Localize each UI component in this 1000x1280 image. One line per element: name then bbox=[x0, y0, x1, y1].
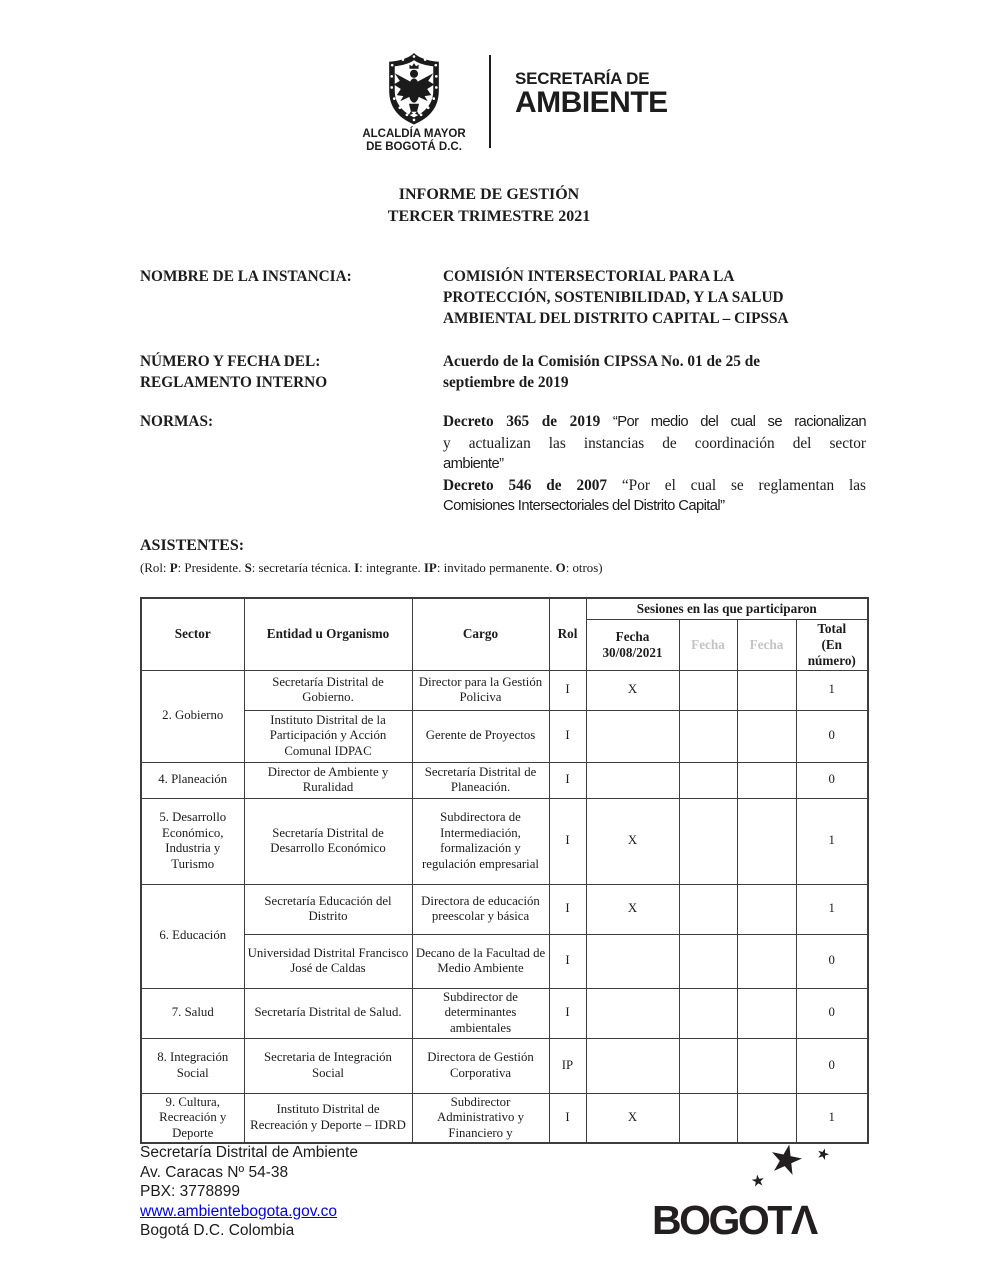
col-header-total bbox=[796, 619, 868, 670]
decreto-title: Decreto 546 de 2007 bbox=[443, 477, 608, 494]
cell-rol: I bbox=[549, 670, 586, 710]
table-row bbox=[141, 884, 868, 934]
cell-total: 0 bbox=[796, 988, 868, 1038]
cell-total: 1 bbox=[796, 884, 868, 934]
field-value-reglamento bbox=[443, 351, 866, 393]
cell-entidad: Universidad Distrital Francisco José de Caldas bbox=[244, 934, 412, 988]
cell-total: 0 bbox=[796, 934, 868, 988]
text-line: ambiente” bbox=[443, 456, 504, 472]
page-title-line2: TERCER TRIMESTRE 2021 bbox=[387, 208, 591, 225]
cell-entidad: Secretaria de Integración Social bbox=[244, 1038, 412, 1093]
text-line bbox=[443, 475, 866, 496]
cell-cargo: Subdirectora de Intermediación, formalización y regulación empresarial bbox=[412, 798, 549, 884]
legend-text: : invitado permanente. bbox=[436, 561, 556, 575]
table-row bbox=[141, 988, 868, 1038]
cell-fecha2 bbox=[679, 1038, 737, 1093]
field-normas bbox=[140, 411, 866, 517]
field-reglamento bbox=[140, 351, 866, 393]
legend-rol-key: P bbox=[169, 561, 178, 575]
table-row bbox=[141, 670, 868, 710]
cell-sector: 4. Planeación bbox=[141, 762, 244, 798]
field-value-normas bbox=[443, 411, 866, 517]
footer-link[interactable]: www.ambientebogota.gov.co bbox=[140, 1202, 338, 1220]
col-header-entidad: Entidad u Organismo bbox=[244, 598, 412, 670]
text-line: NÚMERO Y FECHA DEL: bbox=[140, 353, 321, 370]
text-line: Fecha bbox=[615, 628, 650, 644]
table-row bbox=[141, 1038, 868, 1093]
field-label-normas: NORMAS: bbox=[140, 413, 214, 430]
col-header-fecha1 bbox=[586, 619, 679, 670]
cell-cargo: Subdirector Administrativo y Financiero y bbox=[412, 1093, 549, 1143]
alcaldia-caption bbox=[352, 128, 476, 153]
cell-fecha2 bbox=[679, 934, 737, 988]
asistentes-heading: ASISTENTES: bbox=[140, 537, 245, 554]
cell-entidad: Secretaría Distrital de Desarrollo Económico bbox=[244, 798, 412, 884]
bogota-wordmark-a: Λ bbox=[790, 1197, 816, 1243]
bogota-wordmark bbox=[652, 1197, 816, 1244]
cell-fecha3 bbox=[737, 934, 796, 988]
decreto-quote: “Por medio del cual se racionalizan bbox=[612, 414, 866, 430]
text-line: septiembre de 2019 bbox=[443, 374, 569, 391]
cell-rol: I bbox=[549, 1093, 586, 1143]
cell-fecha1: X bbox=[586, 1093, 679, 1143]
text-line: número) bbox=[807, 652, 856, 668]
cell-fecha2 bbox=[679, 798, 737, 884]
cell-entidad: Secretaría Distrital de Gobierno. bbox=[244, 670, 412, 710]
asistentes-table bbox=[140, 597, 869, 1144]
cell-fecha1: X bbox=[586, 884, 679, 934]
cell-fecha2 bbox=[679, 670, 737, 710]
cell-entidad: Secretaría Educación del Distrito bbox=[244, 884, 412, 934]
text-line: REGLAMENTO INTERNO bbox=[140, 374, 328, 391]
bogota-logo bbox=[652, 1133, 862, 1246]
alcaldia-shield-icon bbox=[386, 52, 442, 126]
cell-entidad: Director de Ambiente y Ruralidad bbox=[244, 762, 412, 798]
cell-rol: I bbox=[549, 762, 586, 798]
cell-fecha3 bbox=[737, 670, 796, 710]
table-row bbox=[141, 1093, 868, 1143]
field-value-instancia bbox=[443, 266, 866, 329]
alcaldia-caption-line2: DE BOGOTÁ D.C. bbox=[366, 140, 462, 153]
table-row bbox=[141, 798, 868, 884]
cell-sector: 8. Integración Social bbox=[141, 1038, 244, 1093]
text-line: (En bbox=[821, 636, 843, 652]
text-line bbox=[443, 411, 866, 433]
cell-sector: 9. Cultura, Recreación y Deporte bbox=[141, 1093, 244, 1143]
cell-cargo: Secretaría Distrital de Planeación. bbox=[412, 762, 549, 798]
page-title bbox=[0, 184, 978, 228]
field-instancia bbox=[140, 266, 866, 329]
cell-total: 0 bbox=[796, 710, 868, 762]
cell-fecha1 bbox=[586, 934, 679, 988]
cell-fecha3 bbox=[737, 762, 796, 798]
cell-entidad: Instituto Distrital de Recreación y Deporte – IDRD bbox=[244, 1093, 412, 1143]
cell-fecha2 bbox=[679, 762, 737, 798]
cell-fecha1 bbox=[586, 988, 679, 1038]
cell-sector: 7. Salud bbox=[141, 988, 244, 1038]
cell-cargo: Director para la Gestión Policiva bbox=[412, 670, 549, 710]
cell-fecha1: X bbox=[586, 670, 679, 710]
col-header-fecha3: Fecha bbox=[737, 619, 796, 670]
cell-fecha3 bbox=[737, 710, 796, 762]
cell-rol: I bbox=[549, 934, 586, 988]
cell-sector: 5. Desarrollo Económico, Industria y Turismo bbox=[141, 798, 244, 884]
col-header-cargo: Cargo bbox=[412, 598, 549, 670]
text-line: Total bbox=[817, 620, 847, 636]
cell-cargo: Subdirector de determinantes ambientales bbox=[412, 988, 549, 1038]
legend-rol-key: IP bbox=[423, 561, 437, 575]
legend-text: : Presidente. bbox=[177, 561, 245, 575]
decreto-title: Decreto 365 de 2019 bbox=[443, 413, 601, 430]
cell-fecha2 bbox=[679, 1093, 737, 1143]
cell-fecha1 bbox=[586, 1038, 679, 1093]
footer-entity-name: Secretaría Distrital de Ambiente bbox=[140, 1144, 358, 1161]
legend-text: : integrante. bbox=[359, 561, 424, 575]
cell-total: 0 bbox=[796, 1038, 868, 1093]
cell-fecha1 bbox=[586, 710, 679, 762]
secretaria-name-line2: AMBIENTE bbox=[515, 86, 668, 119]
cell-fecha1: X bbox=[586, 798, 679, 884]
cell-fecha1 bbox=[586, 762, 679, 798]
cell-cargo: Directora de Gestión Corporativa bbox=[412, 1038, 549, 1093]
asistentes-legend bbox=[140, 561, 603, 576]
cell-cargo: Decano de la Facultad de Medio Ambiente bbox=[412, 934, 549, 988]
star-icon: ★ bbox=[814, 1145, 832, 1165]
text-line: Acuerdo de la Comisión CIPSSA No. 01 de 25 de bbox=[443, 353, 761, 370]
legend-rol-key: O bbox=[555, 561, 566, 575]
alcaldia-caption-line1: ALCALDÍA MAYOR bbox=[362, 128, 466, 140]
secretaria-name-line1: SECRETARÍA DE bbox=[515, 69, 650, 88]
cell-fecha2 bbox=[679, 988, 737, 1038]
legend-text: (Rol: bbox=[140, 561, 170, 575]
bogota-wordmark-text: BOGOT bbox=[652, 1197, 790, 1243]
secretaria-name bbox=[515, 69, 668, 120]
col-header-rol: Rol bbox=[549, 598, 586, 670]
cell-rol: IP bbox=[549, 1038, 586, 1093]
field-label-instancia: NOMBRE DE LA INSTANCIA: bbox=[140, 268, 352, 285]
text-line: 30/08/2021 bbox=[602, 644, 663, 660]
legend-text: : secretaría técnica. bbox=[251, 561, 355, 575]
cell-fecha3 bbox=[737, 988, 796, 1038]
cell-fecha3 bbox=[737, 798, 796, 884]
cell-entidad: Secretaría Distrital de Salud. bbox=[244, 988, 412, 1038]
cell-cargo: Directora de educación preescolar y básica bbox=[412, 884, 549, 934]
logo-divider bbox=[489, 55, 491, 148]
text-line: COMISIÓN INTERSECTORIAL PARA LA bbox=[443, 268, 735, 285]
cell-sector: 6. Educación bbox=[141, 884, 244, 988]
cell-entidad: Instituto Distrital de la Participación y Acción Comunal IDPAC bbox=[244, 710, 412, 762]
text-line: AMBIENTAL DEL DISTRITO CAPITAL – CIPSSA bbox=[443, 310, 789, 327]
text-line: y actualizan las instancias de coordinación del sector bbox=[443, 435, 866, 452]
text-line: PROTECCIÓN, SOSTENIBILIDAD, Y LA SALUD bbox=[443, 289, 784, 306]
col-header-fecha2: Fecha bbox=[679, 619, 737, 670]
cell-total: 1 bbox=[796, 670, 868, 710]
cell-rol: I bbox=[549, 988, 586, 1038]
table-row bbox=[141, 934, 868, 988]
table-row bbox=[141, 762, 868, 798]
decreto-quote: “Por el cual se reglamentan las bbox=[621, 477, 866, 494]
cell-total: 1 bbox=[796, 1093, 868, 1143]
star-icon: ★ bbox=[749, 1172, 767, 1191]
footer-address: Av. Caracas Nº 54-38 bbox=[140, 1163, 289, 1181]
legend-text: : otros) bbox=[565, 561, 603, 575]
field-label-reglamento bbox=[140, 351, 443, 393]
cell-sector: 2. Gobierno bbox=[141, 670, 244, 762]
legend-rol-key: I bbox=[354, 561, 360, 575]
cell-rol: I bbox=[549, 884, 586, 934]
cell-rol: I bbox=[549, 798, 586, 884]
footer-phone: PBX: 3778899 bbox=[140, 1183, 240, 1200]
col-header-sector: Sector bbox=[141, 598, 244, 670]
cell-fecha2 bbox=[679, 710, 737, 762]
footer bbox=[140, 1143, 358, 1241]
cell-total: 1 bbox=[796, 798, 868, 884]
cell-fecha2 bbox=[679, 884, 737, 934]
cell-fecha3 bbox=[737, 884, 796, 934]
col-header-sesiones: Sesiones en las que participaron bbox=[586, 598, 868, 619]
footer-city: Bogotá D.C. Colombia bbox=[140, 1222, 295, 1239]
cell-fecha3 bbox=[737, 1038, 796, 1093]
star-icon: ★ bbox=[763, 1133, 809, 1186]
text-line: Comisiones Intersectoriales del Distrito Capital” bbox=[443, 498, 725, 514]
cell-total: 0 bbox=[796, 762, 868, 798]
table-row bbox=[141, 710, 868, 762]
page-title-line1: INFORME DE GESTIÓN bbox=[398, 186, 580, 203]
cell-rol: I bbox=[549, 710, 586, 762]
legend-rol-key: S bbox=[244, 561, 252, 575]
cell-cargo: Gerente de Proyectos bbox=[412, 710, 549, 762]
